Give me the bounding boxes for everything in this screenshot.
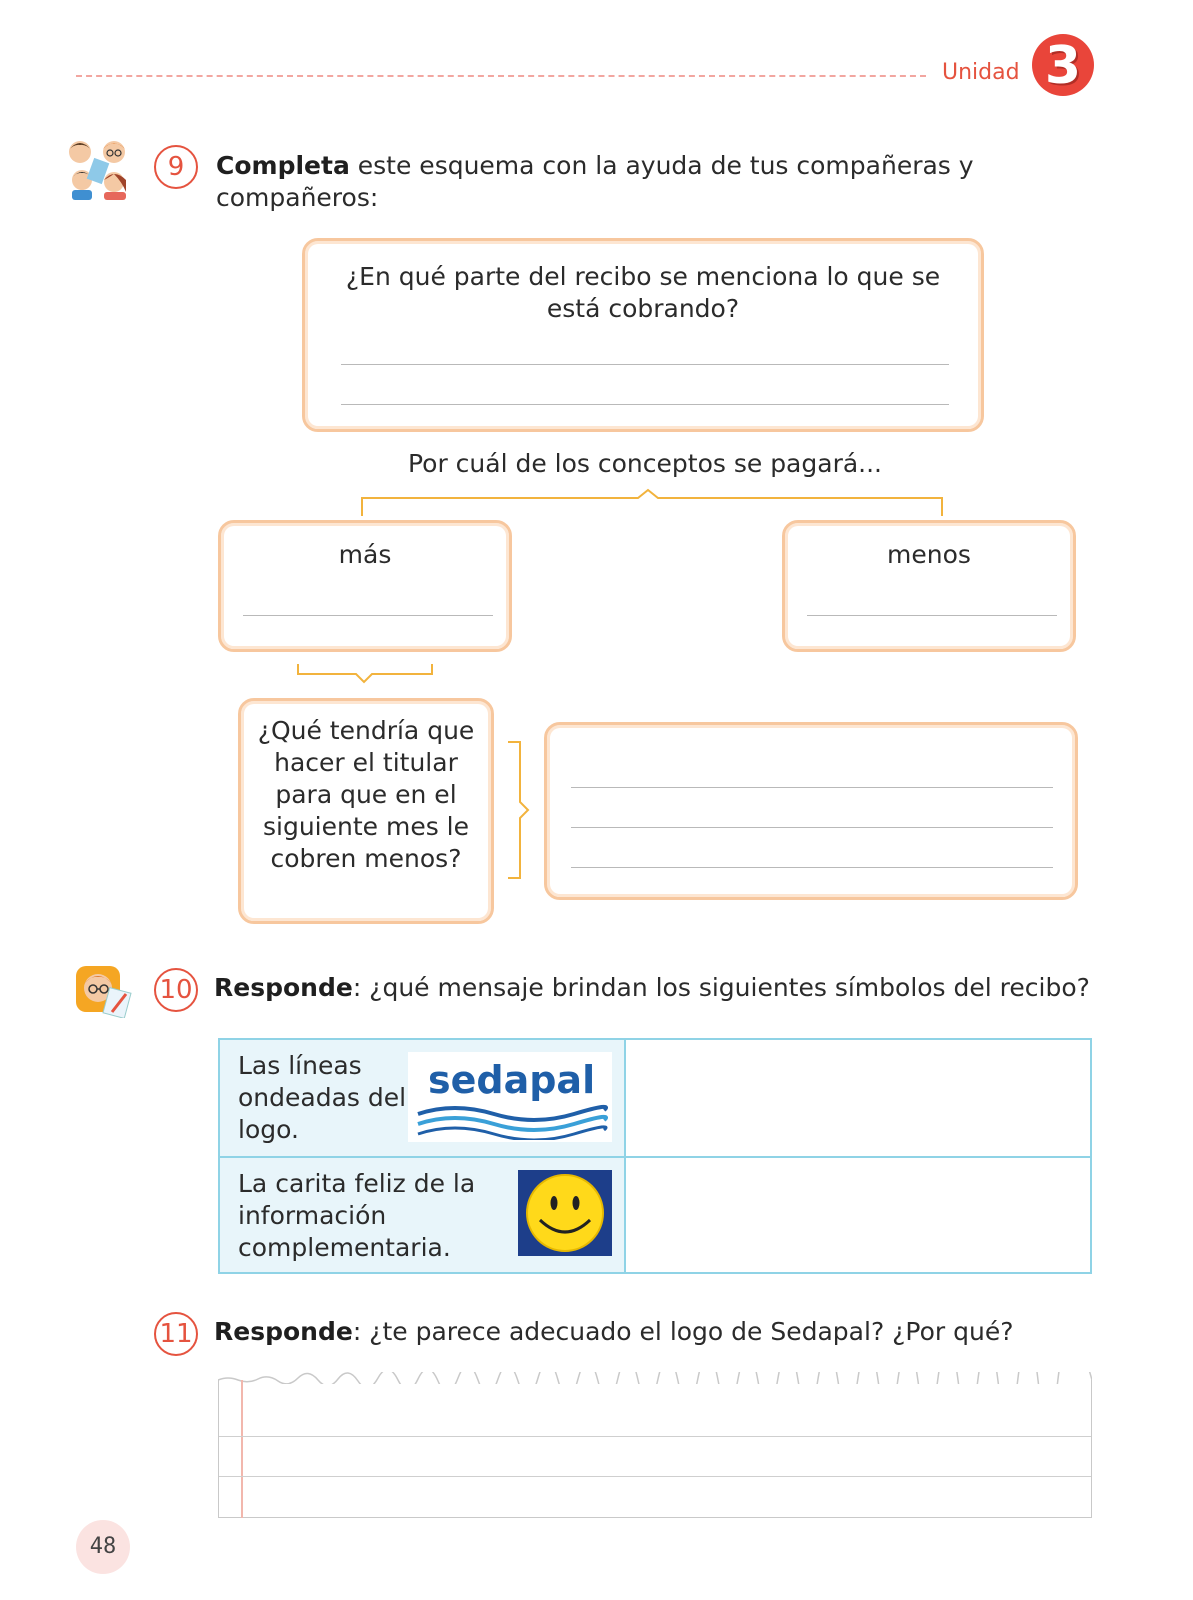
unit-number-badge: 3 — [1032, 34, 1094, 96]
question-10-prompt — [214, 972, 1114, 1004]
box-less — [782, 520, 1076, 652]
answer-line[interactable] — [219, 1436, 1091, 1437]
box-more — [218, 520, 512, 652]
question-9-prompt — [216, 150, 1096, 214]
question-11-prompt — [214, 1316, 1114, 1348]
question-11-bold: Responde — [214, 1317, 353, 1346]
header-dashed-line — [76, 75, 926, 77]
sedapal-logo-text: sedapal — [428, 1058, 596, 1102]
symbols-table — [218, 1038, 1092, 1274]
symbols-row-1-label-cell — [220, 1040, 626, 1156]
answer-line[interactable] — [219, 1476, 1091, 1477]
down-bracket — [296, 662, 436, 686]
symbols-row-1-text: Las líneas ondeadas del logo. — [238, 1051, 407, 1144]
concepts-label: Por cuál de los conceptos se pagará... — [407, 449, 883, 478]
wavy-lines-icon — [414, 1104, 608, 1140]
answer-line[interactable] — [571, 867, 1053, 868]
question-9-number: 9 — [154, 145, 198, 189]
box-titular-answer — [544, 722, 1078, 900]
sedapal-logo — [408, 1052, 612, 1142]
student-writing-icon — [74, 964, 134, 1018]
notebook-margin — [241, 1380, 243, 1518]
answer-line[interactable] — [243, 615, 493, 616]
question-9-rest: este esquema con la ayuda de tus compañeras y compañeros: — [216, 151, 974, 212]
question-9-bold: Completa — [216, 151, 350, 180]
students-group-icon — [64, 138, 134, 200]
symbols-row-1-answer-cell[interactable] — [628, 1040, 1090, 1156]
question-11-rest: : ¿te parece adecuado el logo de Sedapal? ¿Por qué? — [352, 1317, 1014, 1346]
answer-line[interactable] — [571, 827, 1053, 828]
answer-line[interactable] — [571, 787, 1053, 788]
symbols-row-2-text: La carita feliz de la información complementaria. — [238, 1169, 476, 1262]
question-10-number: 10 — [154, 968, 198, 1012]
unit-label: Unidad — [942, 60, 1020, 85]
question-10-rest: : ¿qué mensaje brindan los siguientes símbolos del recibo? — [352, 973, 1090, 1002]
answer-notebook[interactable] — [218, 1380, 1092, 1518]
box-billing-part — [302, 238, 984, 432]
smiley-face-icon — [518, 1170, 612, 1256]
side-bracket — [506, 740, 534, 880]
answer-line[interactable] — [341, 404, 949, 405]
symbols-row-2-label-cell — [220, 1158, 626, 1272]
box-billing-part-question: ¿En qué parte del recibo se menciona lo que se está cobrando? — [345, 262, 941, 323]
box-titular-question — [238, 698, 494, 924]
box-titular-question-text: ¿Qué tendría que hacer el titular para que en el siguiente mes le cobren menos? — [257, 716, 475, 873]
answer-line[interactable] — [807, 615, 1057, 616]
answer-line[interactable] — [341, 364, 949, 365]
question-11-number: 11 — [154, 1312, 198, 1356]
split-bracket — [360, 488, 946, 518]
box-more-label: más — [338, 540, 392, 569]
symbols-row-2-answer-cell[interactable] — [628, 1158, 1090, 1272]
page-number: 48 — [76, 1520, 130, 1574]
box-less-label: menos — [887, 540, 971, 569]
question-10-bold: Responde — [214, 973, 353, 1002]
